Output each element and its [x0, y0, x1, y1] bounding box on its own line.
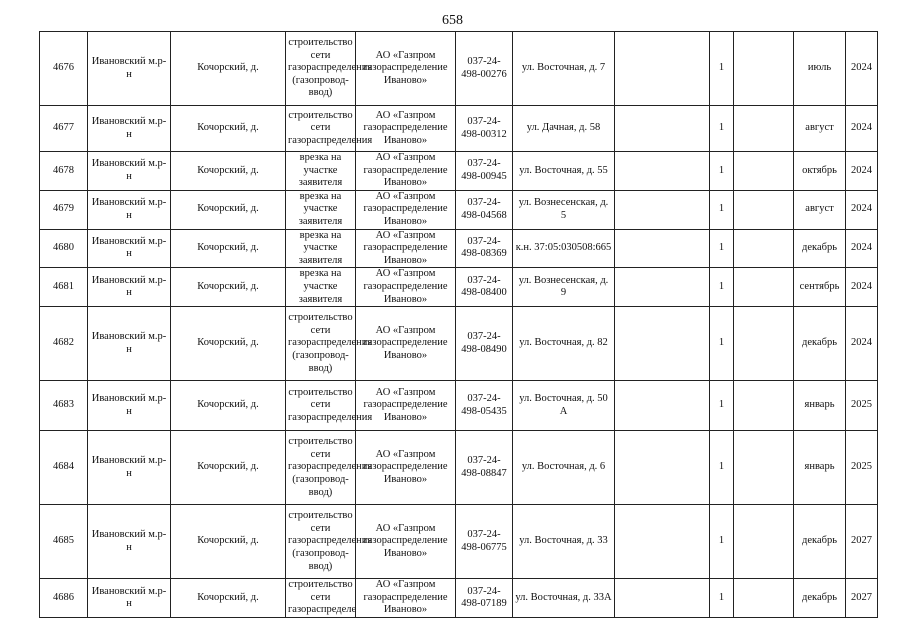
empty-cell	[734, 106, 794, 152]
page-number: 658	[442, 13, 463, 28]
table-row	[40, 32, 878, 106]
application-number-cell: 037-24-498-06775	[456, 505, 513, 579]
empty-cell	[734, 579, 794, 618]
table-row	[40, 190, 878, 229]
month-cell: декабрь	[794, 505, 846, 579]
work-type-cell: строительство сети газораспределения	[286, 106, 356, 152]
year-cell: 2024	[846, 152, 878, 191]
row-number-cell: 4685	[40, 505, 88, 579]
settlement-cell: Кочорский, д.	[171, 431, 286, 505]
volume-cell: 1	[710, 268, 734, 307]
gas-operator-cell: АО «Газпром газораспределение Иваново»	[356, 268, 456, 307]
row-number-cell: 4686	[40, 579, 88, 618]
year-cell: 2024	[846, 229, 878, 268]
address-cell: к.н. 37:05:030508:665	[513, 229, 615, 268]
work-type-cell: врезка на участке заявителя	[286, 152, 356, 191]
row-number-cell: 4677	[40, 106, 88, 152]
table-row	[40, 268, 878, 307]
year-cell: 2027	[846, 579, 878, 618]
work-type-cell: строительство сети газораспределения	[286, 381, 356, 431]
table-row	[40, 106, 878, 152]
work-type-cell: врезка на участке заявителя	[286, 229, 356, 268]
volume-cell: 1	[710, 579, 734, 618]
application-number-cell: 037-24-498-08490	[456, 307, 513, 381]
row-number-cell: 4676	[40, 32, 88, 106]
row-number-cell: 4680	[40, 229, 88, 268]
volume-cell: 1	[710, 381, 734, 431]
month-cell: июль	[794, 32, 846, 106]
district-cell: Ивановский м.р-н	[88, 152, 171, 191]
settlement-cell: Кочорский, д.	[171, 152, 286, 191]
settlement-cell: Кочорский, д.	[171, 190, 286, 229]
empty-cell	[734, 229, 794, 268]
empty-cell	[615, 229, 710, 268]
table-row	[40, 579, 878, 618]
district-cell: Ивановский м.р-н	[88, 307, 171, 381]
application-number-cell: 037-24-498-00276	[456, 32, 513, 106]
application-number-cell: 037-24-498-08369	[456, 229, 513, 268]
empty-cell	[734, 505, 794, 579]
month-cell: август	[794, 106, 846, 152]
address-cell: ул. Восточная, д. 7	[513, 32, 615, 106]
address-cell: ул. Вознесенская, д. 9	[513, 268, 615, 307]
work-type-cell: строительство сети газораспределения (газопровод-ввод)	[286, 32, 356, 106]
table-row	[40, 229, 878, 268]
district-cell: Ивановский м.р-н	[88, 190, 171, 229]
gas-operator-cell: АО «Газпром газораспределение Иваново»	[356, 579, 456, 618]
application-number-cell: 037-24-498-00312	[456, 106, 513, 152]
empty-cell	[615, 307, 710, 381]
district-cell: Ивановский м.р-н	[88, 505, 171, 579]
row-number-cell: 4684	[40, 431, 88, 505]
application-number-cell: 037-24-498-04568	[456, 190, 513, 229]
table-row	[40, 307, 878, 381]
gas-operator-cell: АО «Газпром газораспределение Иваново»	[356, 381, 456, 431]
volume-cell: 1	[710, 431, 734, 505]
empty-cell	[734, 381, 794, 431]
address-cell: ул. Дачная, д. 58	[513, 106, 615, 152]
gas-operator-cell: АО «Газпром газораспределение Иваново»	[356, 32, 456, 106]
work-type-cell: врезка на участке заявителя	[286, 190, 356, 229]
settlement-cell: Кочорский, д.	[171, 229, 286, 268]
empty-cell	[615, 579, 710, 618]
empty-cell	[615, 431, 710, 505]
empty-cell	[734, 431, 794, 505]
row-number-cell: 4679	[40, 190, 88, 229]
volume-cell: 1	[710, 307, 734, 381]
table-row	[40, 152, 878, 191]
district-cell: Ивановский м.р-н	[88, 431, 171, 505]
volume-cell: 1	[710, 505, 734, 579]
address-cell: ул. Восточная, д. 6	[513, 431, 615, 505]
gas-operator-cell: АО «Газпром газораспределение Иваново»	[356, 505, 456, 579]
address-cell: ул. Восточная, д. 82	[513, 307, 615, 381]
application-number-cell: 037-24-498-07189	[456, 579, 513, 618]
month-cell: январь	[794, 431, 846, 505]
application-number-cell: 037-24-498-05435	[456, 381, 513, 431]
settlement-cell: Кочорский, д.	[171, 106, 286, 152]
table-row	[40, 505, 878, 579]
gasification-registry-table	[39, 31, 878, 618]
month-cell: декабрь	[794, 307, 846, 381]
work-type-cell: строительство сети газораспределения (газопровод-ввод)	[286, 431, 356, 505]
month-cell: октябрь	[794, 152, 846, 191]
month-cell: январь	[794, 381, 846, 431]
empty-cell	[615, 152, 710, 191]
district-cell: Ивановский м.р-н	[88, 32, 171, 106]
row-number-cell: 4681	[40, 268, 88, 307]
settlement-cell: Кочорский, д.	[171, 505, 286, 579]
address-cell: ул. Восточная, д. 55	[513, 152, 615, 191]
gas-operator-cell: АО «Газпром газораспределение Иваново»	[356, 152, 456, 191]
gas-operator-cell: АО «Газпром газораспределение Иваново»	[356, 431, 456, 505]
work-type-cell: строительство сети газораспределе	[286, 579, 356, 618]
row-number-cell: 4682	[40, 307, 88, 381]
gas-operator-cell: АО «Газпром газораспределение Иваново»	[356, 307, 456, 381]
settlement-cell: Кочорский, д.	[171, 381, 286, 431]
address-cell: ул. Восточная, д. 50 А	[513, 381, 615, 431]
application-number-cell: 037-24-498-08400	[456, 268, 513, 307]
address-cell: ул. Вознесенская, д. 5	[513, 190, 615, 229]
year-cell: 2024	[846, 106, 878, 152]
empty-cell	[734, 307, 794, 381]
volume-cell: 1	[710, 152, 734, 191]
table-row	[40, 431, 878, 505]
month-cell: август	[794, 190, 846, 229]
address-cell: ул. Восточная, д. 33	[513, 505, 615, 579]
empty-cell	[615, 505, 710, 579]
volume-cell: 1	[710, 32, 734, 106]
month-cell: декабрь	[794, 229, 846, 268]
address-cell: ул. Восточная, д. 33А	[513, 579, 615, 618]
district-cell: Ивановский м.р-н	[88, 106, 171, 152]
year-cell: 2024	[846, 190, 878, 229]
year-cell: 2025	[846, 381, 878, 431]
work-type-cell: строительство сети газораспределения (газопровод-ввод)	[286, 505, 356, 579]
empty-cell	[734, 152, 794, 191]
year-cell: 2025	[846, 431, 878, 505]
empty-cell	[734, 268, 794, 307]
work-type-cell: строительство сети газораспределения (газопровод-ввод)	[286, 307, 356, 381]
application-number-cell: 037-24-498-08847	[456, 431, 513, 505]
empty-cell	[615, 268, 710, 307]
empty-cell	[615, 32, 710, 106]
empty-cell	[615, 190, 710, 229]
volume-cell: 1	[710, 229, 734, 268]
empty-cell	[734, 190, 794, 229]
month-cell: декабрь	[794, 579, 846, 618]
table-row	[40, 381, 878, 431]
year-cell: 2024	[846, 32, 878, 106]
application-number-cell: 037-24-498-00945	[456, 152, 513, 191]
year-cell: 2024	[846, 268, 878, 307]
empty-cell	[615, 106, 710, 152]
work-type-cell: врезка на участке заявителя	[286, 268, 356, 307]
gas-operator-cell: АО «Газпром газораспределение Иваново»	[356, 190, 456, 229]
settlement-cell: Кочорский, д.	[171, 307, 286, 381]
volume-cell: 1	[710, 190, 734, 229]
district-cell: Ивановский м.р-н	[88, 579, 171, 618]
year-cell: 2024	[846, 307, 878, 381]
settlement-cell: Кочорский, д.	[171, 268, 286, 307]
district-cell: Ивановский м.р-н	[88, 229, 171, 268]
gas-operator-cell: АО «Газпром газораспределение Иваново»	[356, 229, 456, 268]
row-number-cell: 4683	[40, 381, 88, 431]
district-cell: Ивановский м.р-н	[88, 381, 171, 431]
settlement-cell: Кочорский, д.	[171, 32, 286, 106]
gas-operator-cell: АО «Газпром газораспределение Иваново»	[356, 106, 456, 152]
empty-cell	[615, 381, 710, 431]
empty-cell	[734, 32, 794, 106]
district-cell: Ивановский м.р-н	[88, 268, 171, 307]
year-cell: 2027	[846, 505, 878, 579]
volume-cell: 1	[710, 106, 734, 152]
settlement-cell: Кочорский, д.	[171, 579, 286, 618]
month-cell: сентябрь	[794, 268, 846, 307]
row-number-cell: 4678	[40, 152, 88, 191]
